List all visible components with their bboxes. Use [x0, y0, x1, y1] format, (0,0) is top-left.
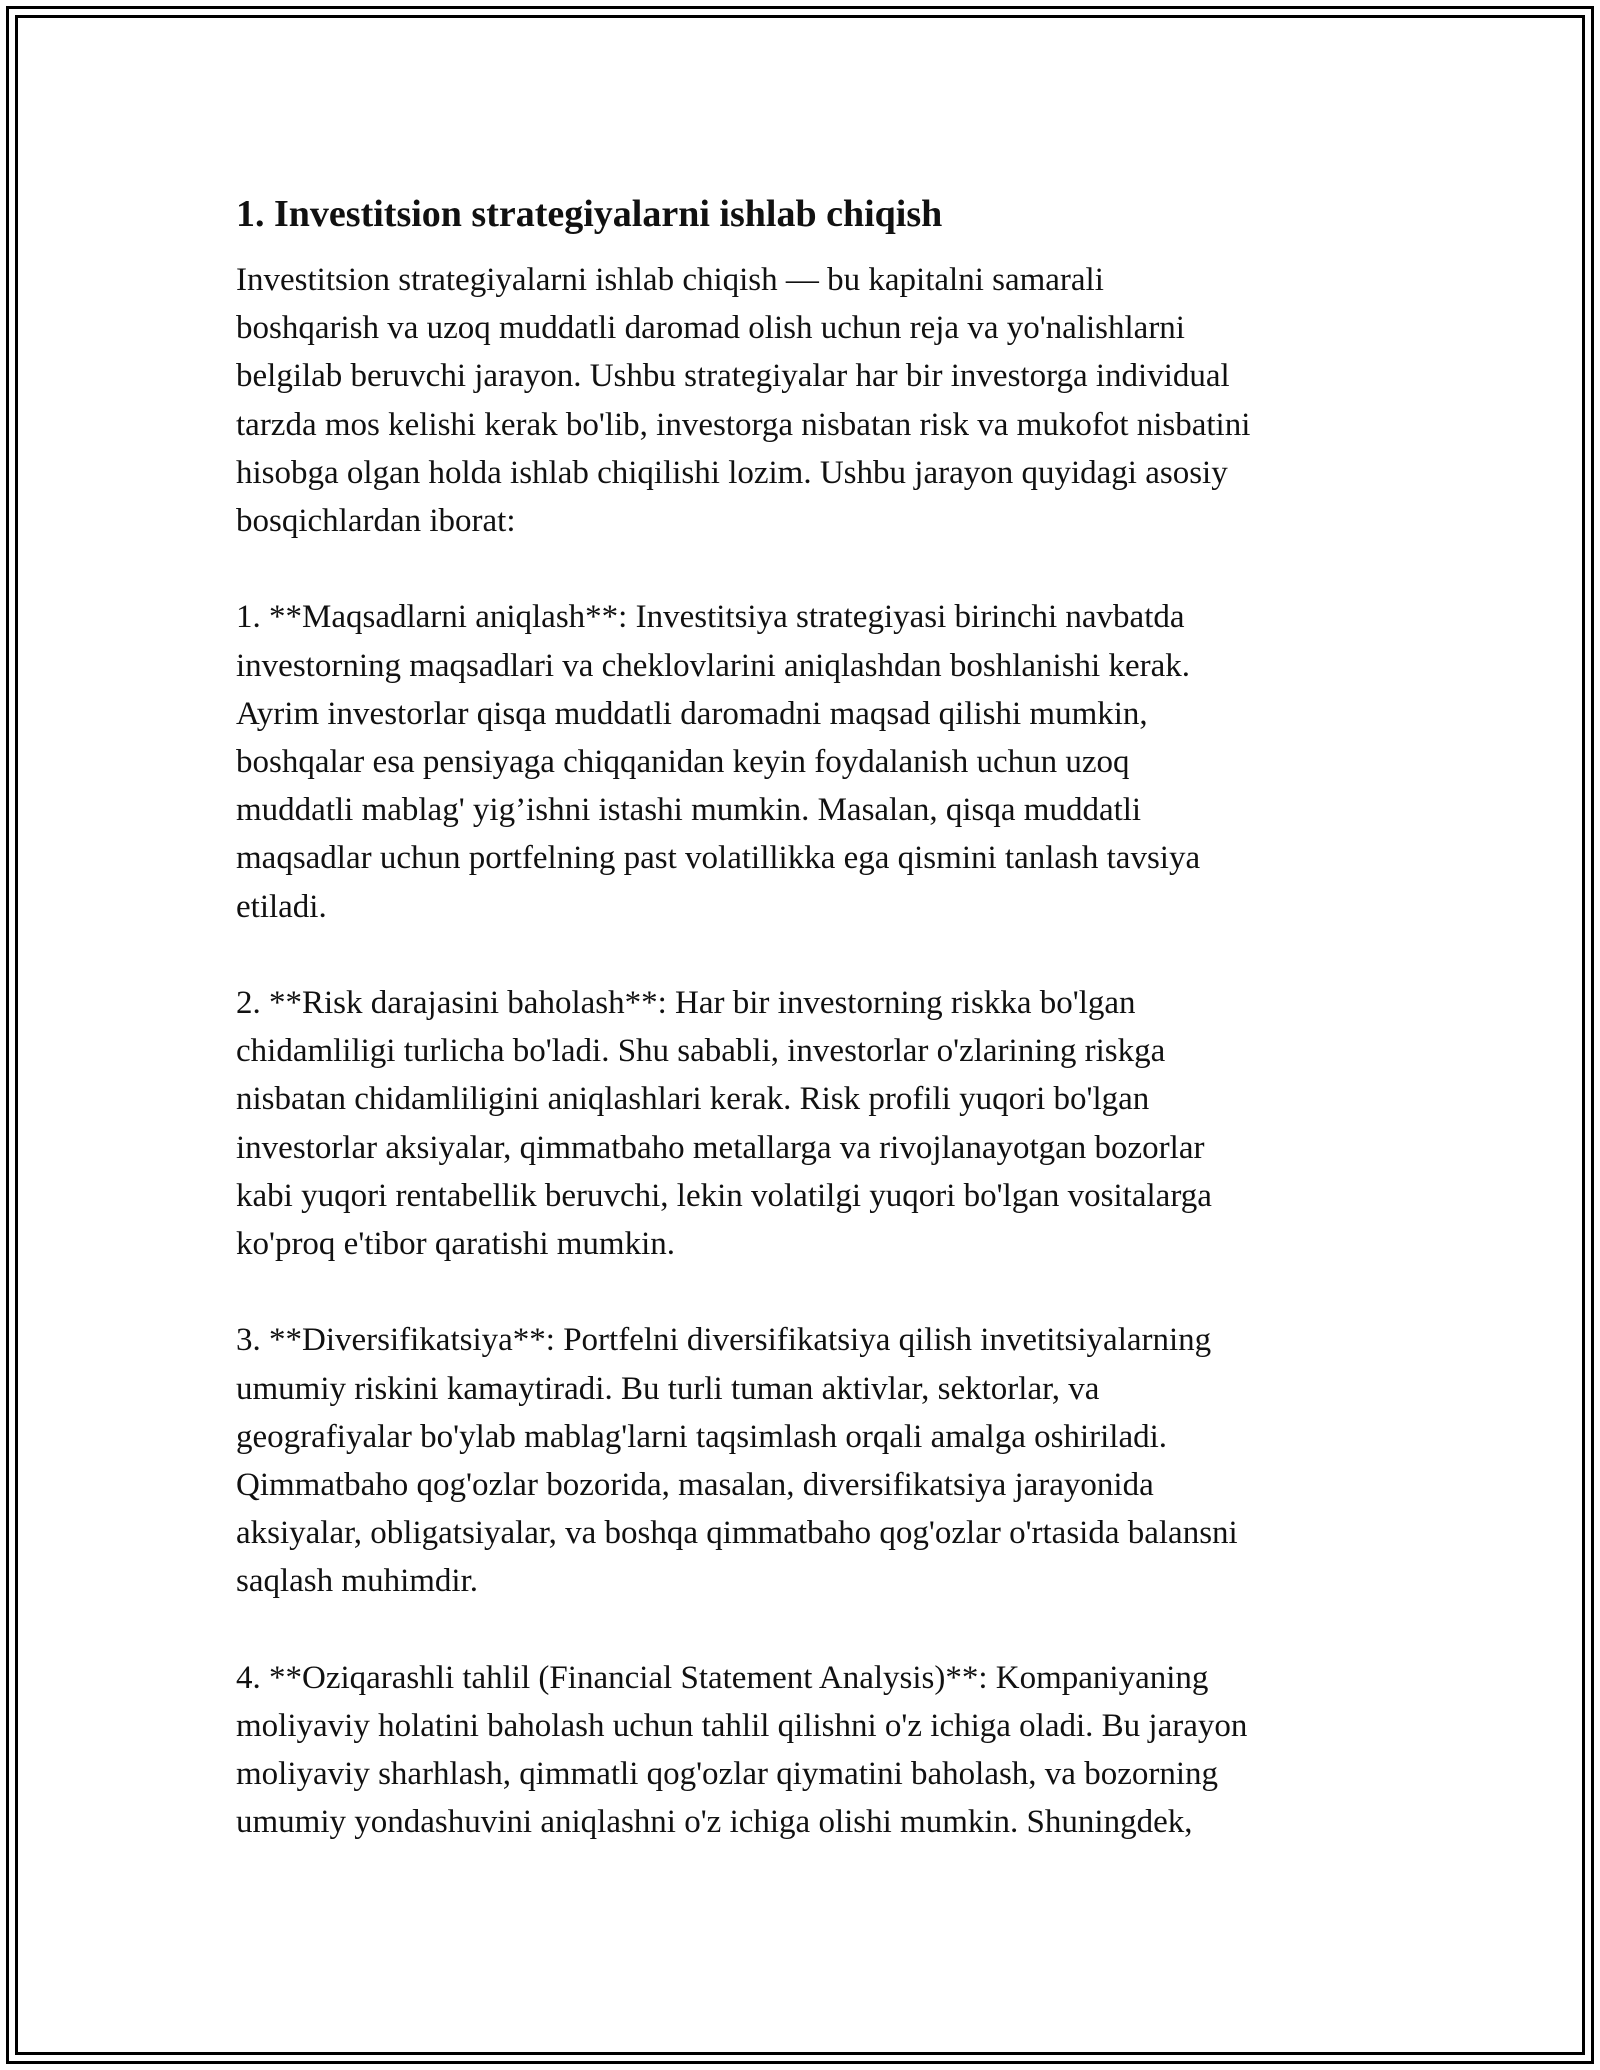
intro-paragraph: Investitsion strategiyalarni ishlab chiqish — bu kapitalni samarali boshqarish va uzoq muddatli daromad olish uchun reja va yo'nalishlarni belgilab beruvchi jarayon. Ushbu strategiyalar har bir investorga individual tarzda mos kelishi kerak bo'lib, investorga nisbatan risk va mukofot nisbatini hisobga olgan holda ishlab chiqilishi lozim. Ushbu jarayon quyidagi asosiy bosqichlardan iborat: [236, 262, 1251, 540]
list-item-diversifikatsiya: 3. **Diversifikatsiya**: Portfelni diversifikatsiya qilish invetitsiyalarning umumiy riskini kamaytiradi. Bu turli tuman aktivlar, sektorlar, va geografiyalar bo'ylab mablag'larni taqsimlash orqali amalga oshiriladi. Qimmatbaho qog'ozlar bozorida, masalan, diversifikatsiya jarayonida aksiyalar, obligatsiyalar, va boshqa qimmatbaho qog'ozlar o'rtasida balansni saqlash muhimdir. [236, 1322, 1238, 1600]
document-body [236, 186, 1376, 1847]
list-item-maqsadlarni-aniqlash: 1. **Maqsadlarni aniqlash**: Investitsiya strategiyasi birinchi navbatda investorning maqsadlari va cheklovlarini aniqlashdan boshlanishi kerak. Ayrim investorlar qisqa muddatli daromadni maqsad qilishi mumkin, boshqalar esa pensiyaga chiqqanidan keyin foydalanish uchun uzoq muddatli mablag' yig’ishni istashi mumkin. Masalan, qisqa muddatli maqsadlar uchun portfelning past volatillikka ega qismini tanlash tavsiya etiladi. [236, 599, 1201, 925]
section-title: 1. Investitsion strategiyalarni ishlab chiqish [236, 193, 943, 235]
list-item-oziqarashli-tahlil: 4. **Oziqarashli tahlil (Financial Statement Analysis)**: Kompaniyaning moliyaviy holatini baholash uchun tahlil qilishni o'z ichiga oladi. Bu jarayon moliyaviy sharhlash, qimmatli qog'ozlar qiymatini baholash, va bozorning umumiy yondashuvini aniqlashni o'z ichiga olishi mumkin. Shuningdek, [236, 1659, 1248, 1841]
list-item-risk-darajasini-baholash: 2. **Risk darajasini baholash**: Har bir investorning riskka bo'lgan chidamliligi turlicha bo'ladi. Shu sababli, investorlar o'zlarining riskga nisbatan chidamliligini aniqlashlari kerak. Risk profili yuqori bo'lgan investorlar aksiyalar, qimmatbaho metallarga va rivojlanayotgan bozorlar kabi yuqori rentabellik beruvchi, lekin volatilgi yuqori bo'lgan vositalarga ko'proq e'tibor qaratishi mumkin. [236, 985, 1212, 1263]
